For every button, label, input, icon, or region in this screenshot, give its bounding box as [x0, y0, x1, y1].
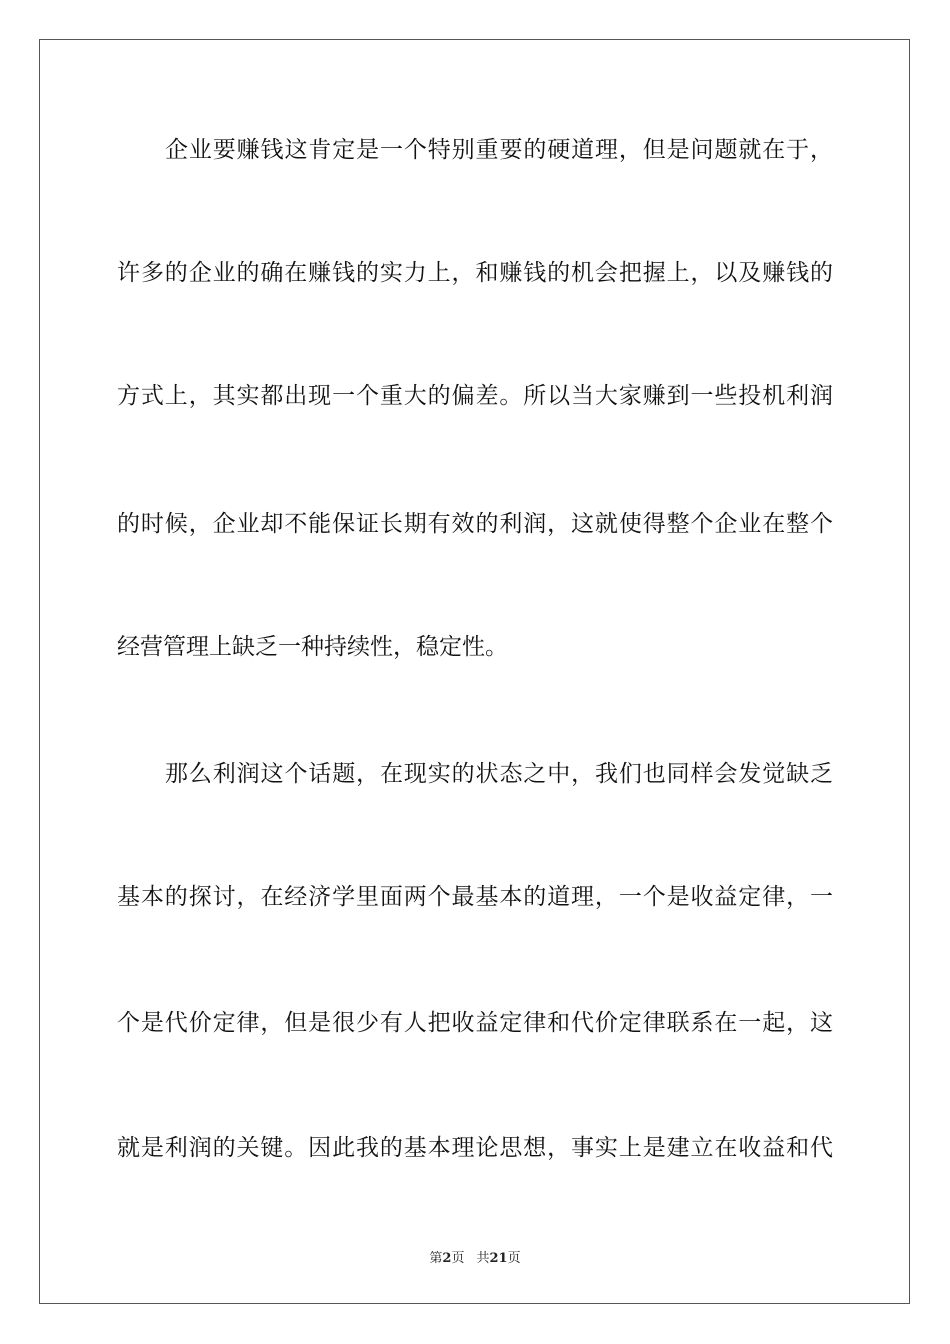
page-number-current: 2 [442, 1251, 452, 1266]
page-number-suffix: 页 [451, 1251, 465, 1266]
paragraph-1-line-4: 的时候，企业却不能保证长期有效的利润，这就使得整个企业在整个 [117, 511, 833, 537]
paragraph-2-line-4: 就是利润的关键。因此我的基本理论思想，事实上是建立在收益和代 [117, 1135, 833, 1161]
page-total-suffix: 页 [507, 1251, 521, 1266]
page-border [39, 39, 910, 1304]
page-total-prefix: 共 [476, 1251, 490, 1266]
page-total: 21 [489, 1251, 508, 1266]
paragraph-2-line-3: 个是代价定律，但是很少有人把收益定律和代价定律联系在一起，这 [117, 1010, 833, 1036]
paragraph-1-line-5: 经营管理上缺乏一种持续性，稳定性。 [117, 634, 508, 660]
page-footer [0, 1247, 950, 1266]
paragraph-2-line-2: 基本的探讨，在经济学里面两个最基本的道理，一个是收益定律，一 [117, 884, 833, 910]
paragraph-1-line-3: 方式上，其实都出现一个重大的偏差。所以当大家赚到一些投机利润 [117, 383, 833, 409]
paragraph-1-line-1: 企业要赚钱这肯定是一个特别重要的硬道理，但是问题就在于， [165, 137, 833, 163]
paragraph-2-line-1: 那么利润这个话题，在现实的状态之中，我们也同样会发觉缺乏 [165, 761, 833, 787]
page-number-prefix: 第 [429, 1251, 443, 1266]
paragraph-1-line-2: 许多的企业的确在赚钱的实力上，和赚钱的机会把握上，以及赚钱的 [117, 260, 833, 286]
